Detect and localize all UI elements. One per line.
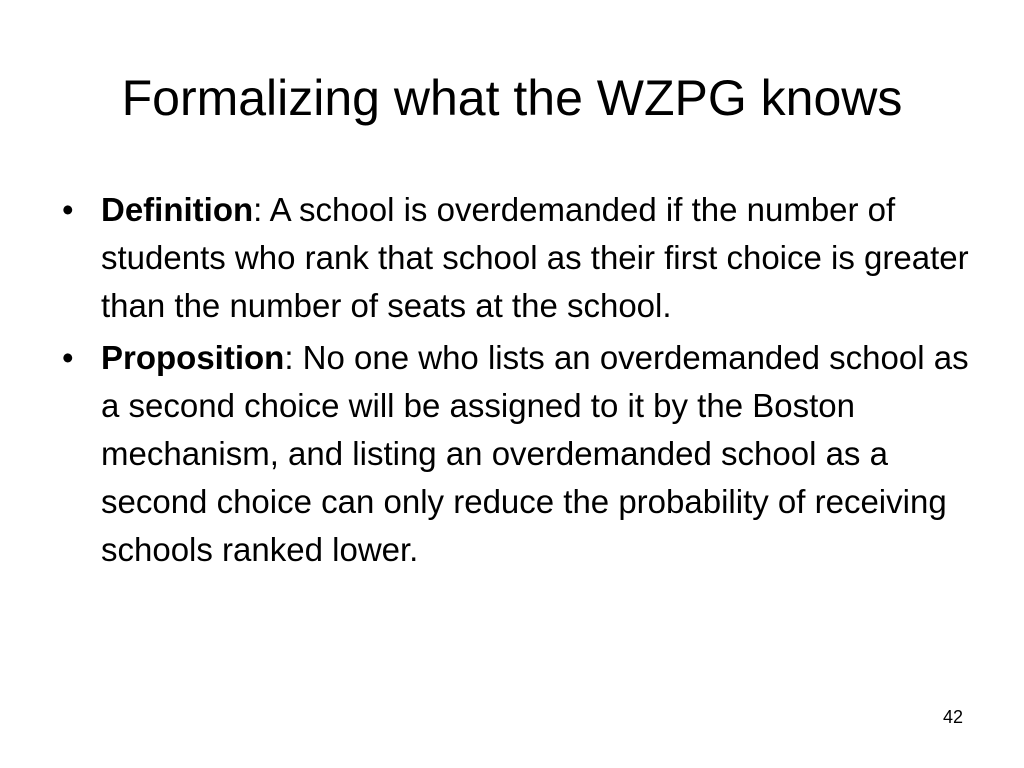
- definition-term: Definition: [101, 191, 254, 228]
- slide-number: 42: [942, 707, 963, 727]
- definition-text: : A school is overdemanded if the number of students who rank that school as their first choice is greater than the number of seats at the school.: [101, 191, 969, 324]
- bullet-proposition: [58, 334, 974, 574]
- bullet-icon: •: [62, 191, 74, 228]
- proposition-text: : No one who lists an overdemanded school as a second choice will be assigned to it by the Boston mechanism, and listing an overdemanded school as a second choice can only reduce the probability of receiving schools ranked lower.: [101, 339, 969, 568]
- proposition-term: Proposition: [101, 339, 285, 376]
- bullet-definition: [58, 186, 974, 330]
- bullet-list: [58, 186, 974, 578]
- bullet-icon: •: [62, 339, 74, 376]
- slide-title: Formalizing what the WZPG knows: [121, 70, 903, 126]
